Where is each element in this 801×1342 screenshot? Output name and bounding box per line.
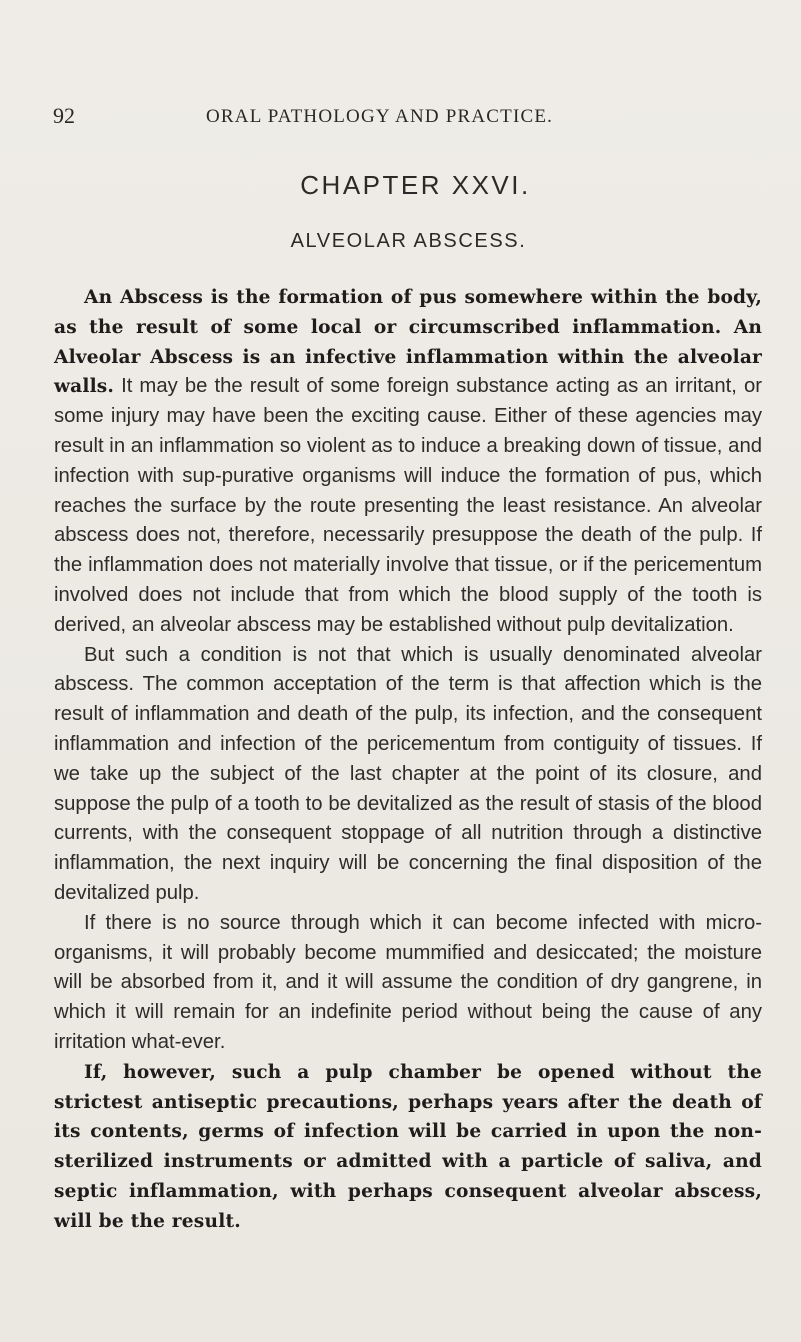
running-head <box>53 103 753 133</box>
paragraph-4: If, however, such a pulp chamber be opened without the strictest antiseptic precautions, perhaps years after the death of its contents, germs of infection will be carried in upon the non-sterilized instruments or admitted with a particle of saliva, and septic inflammation, with perhaps consequent alveolar abscess, will be the result. <box>54 1061 762 1232</box>
paragraph-1-text: It may be the result of some foreign substance acting as an irritant, or some injury may have been the exciting cause. Either of these agencies may result in an inflammation so violent as to induce a breaking down of tissue, and infection with sup-purative organisms will induce the formation of pus, which reaches the surface by the route presenting the least resistance. An alveolar abscess does not, therefore, necessarily presuppose the death of the pulp. If the inflammation does not materially involve that tissue, or if the pericementum involved does not include that from which the blood supply of the tooth is derived, an alveolar abscess may be established without pulp devitalization. <box>54 375 762 636</box>
paragraph-3: If there is no source through which it can become infected with micro-organisms, it will probably become mummified and desiccated; the moisture will be absorbed from it, and it will assume the condition of dry gangrene, in which it will remain for an indefinite period without being the cause of any irritation what-ever. <box>54 911 762 1053</box>
paragraph-1-bold-definition: An Abscess is the formation of pus somewhere within the body, as the result of some local or circumscribed inflammation. An Alveolar Abscess is an infective inflammation within the alveolar walls. <box>54 287 762 398</box>
chapter-title: CHAPTER XXVI. <box>300 170 531 200</box>
section-title: ALVEOLAR ABSCESS. <box>290 230 527 252</box>
paragraph-1 <box>54 283 762 641</box>
paragraph-2: But such a condition is not that which is usually denominated alveolar abscess. The common acceptation of the term is that affection which is the result of inflammation and death of the pulp, its infection, and the consequent inflammation and infection of the pericementum from contiguity of tissues. If we take up the subject of the last chapter at the point of its closure, and suppose the pulp of a tooth to be devitalized as the result of stasis of the blood currents, with the consequent stoppage of all nutrition through a distinctive inflammation, the next inquiry will be concerning the final disposition of the devitalized pulp. <box>54 643 762 904</box>
body-text <box>54 283 762 1237</box>
page-number: 92 <box>53 103 75 128</box>
running-title: ORAL PATHOLOGY AND PRACTICE. <box>206 106 554 127</box>
